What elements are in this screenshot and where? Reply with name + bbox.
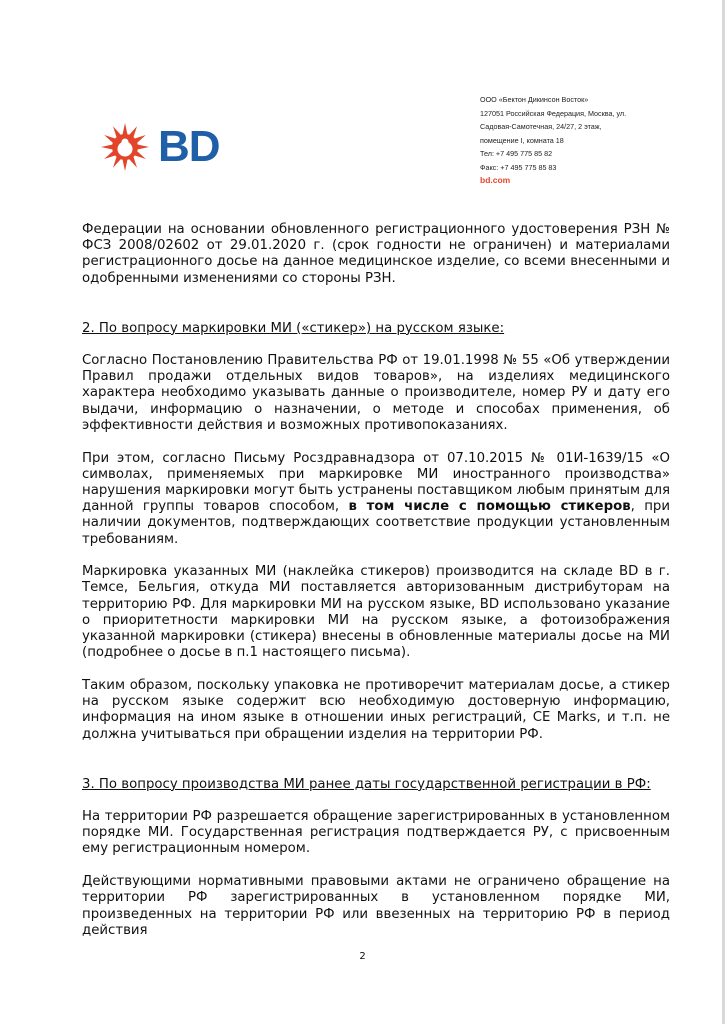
paragraph-2-3: Маркировка указанных МИ (наклейка стикеров) производится на складе BD в г. Темсе, Бельгия, откуда МИ поставляется авторизованным дистрибуторам на территорию РФ. Для маркировки МИ на русском языке, BD использовано указание о приоритетности маркировки МИ на русском языке, а фотоизображения указанной маркировки (стикера) внесены в обновленные материалы досье на МИ (подробнее о досье в п.1 настоящего письма). [82,564,670,661]
section-2-heading: 2. По вопросу маркировки МИ («стикер») на русском языке: [82,320,505,336]
letter-body [82,222,670,955]
paragraph-2-2-bold: в том числе с помощью стикеров [348,499,631,515]
paragraph-intro: Федерации на основании обновленного регистрационного удостоверения РЗН № ФСЗ 2008/02602 от 29.01.2020 г. (срок годности не ограничен) и материалами регистрационного досье на данное медицинское изделие, со всеми внесенными и одобренными изменениями со стороны РЗН. [82,222,670,286]
bd-logo [100,122,220,172]
paragraph-2-4: Таким образом, поскольку упаковка не противоречит материалам досье, а стикер на русском языке содержит всю необходимую достоверную информацию, информация на ином языке в отношении иных регистраций, CE Marks, и т.п. не должна учитываться при обращении изделия на территории РФ. [82,677,670,742]
paragraph-2-2 [82,451,670,548]
fax-number: Факс: +7 495 775 85 83 [480,162,557,172]
logo-text: BD [158,122,220,171]
phone-number: Тел: +7 495 775 85 82 [480,149,553,158]
paragraph-2-2-part-a: При этом, согласно Письму Росздравнадзора от 07.10.2015 № 01И-1639/15 «О символах, применяемых при маркировке МИ иностранного производства» нарушения маркировки могут быть устранены поставщиком любым принятым для данной группы товаров способом, [82,450,670,515]
company-address-block [480,93,710,188]
address-line-1: 127051 Российская Федерация, Москва, ул. [480,108,627,118]
website-link[interactable]: bd.com [480,175,511,185]
address-line-3: помещение I, комната 18 [480,135,564,145]
section-3-heading: 3. По вопросу производства МИ ранее даты государственной регистрации в РФ: [82,776,651,792]
bd-starburst-icon [100,122,150,172]
page-number: 2 [359,951,366,962]
address-line-2: Садовая-Самотечная, 24/27, 2 этаж, [480,122,602,131]
paragraph-3-1: На территории РФ разрешается обращение зарегистрированных в установленном порядке МИ. Государственная регистрация подтверждается РУ, с присвоенным ему регистрационным номером. [82,808,670,857]
paragraph-2-2-part-c: , при наличии документов, подтверждающих соответствие продукции установленным требованиям. [82,499,670,547]
company-name: ООО «Бектон Дикинсон Восток» [480,95,589,104]
paragraph-3-2: Действующими нормативными правовыми актами не ограничено обращение на территории РФ зарегистрированных в установленном порядке МИ, произведенных на территории РФ или ввезенных на территорию РФ в период действия [82,874,670,938]
paragraph-2-1: Согласно Постановлению Правительства РФ от 19.01.1998 № 55 «Об утверждении Правил продажи отдельных видов товаров», на изделиях медицинского характера необходимо указывать данные о производителе, номер РУ и дату его выдачи, информацию о назначении, о методе и способах применения, об эффективности действия и возможных противопоказаниях. [82,353,670,433]
